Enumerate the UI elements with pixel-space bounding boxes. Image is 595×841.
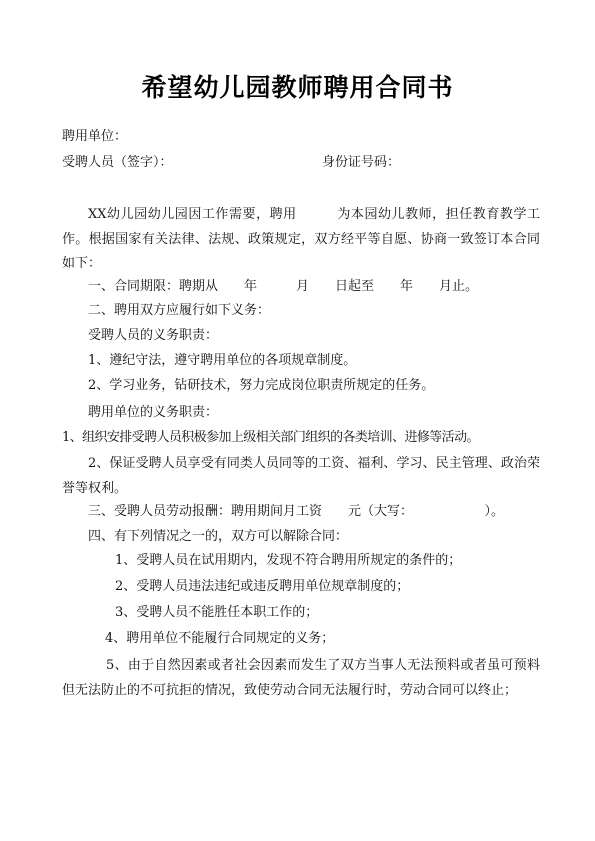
termination-item-1: 1、受聘人员在试用期内，发现不符合聘用所规定的条件的；	[115, 553, 462, 568]
id-number-label: 身份证号码：	[322, 155, 401, 170]
clause-term: 一、合同期限：聘期从 年 月 日起至 年 月止。	[88, 279, 479, 294]
intro-paragraph: XX幼儿园幼儿园因工作需要，聘用 为本园幼儿教师，担任教育教学工作。根据国家有关法律、法规、政策规定，双方经平等自愿、协商一致签订本合同如下：	[62, 207, 540, 271]
clause-remuneration: 三、受聘人员劳动报酬：聘用期间月工资 元（大写： ）。	[88, 504, 505, 519]
termination-item-3: 3、受聘人员不能胜任本职工作的；	[115, 605, 319, 620]
employer-duties-heading: 聘用单位的义务职责：	[88, 405, 219, 420]
employee-signature-label: 受聘人员（签字）：	[62, 155, 173, 170]
employer-duty-1: 1、组织安排受聘人员积极参加上级相关部门组织的各类培训、进修等活动。	[62, 430, 479, 445]
clause-termination: 四、有下列情况之一的，双方可以解除合同：	[88, 529, 349, 544]
termination-item-5: 5、由于自然因素或者社会因素而发生了双方当事人无法预料或者虽可预料但无法防止的不可抗拒的情况，致使劳动合同无法履行时，劳动合同可以终止；	[62, 658, 540, 698]
termination-item-2: 2、受聘人员违法违纪或违反聘用单位规章制度的；	[115, 579, 410, 594]
employer-duty-2: 2、保证受聘人员享受有同类人员同等的工资、福利、学习、民主管理、政治荣誉等权利。	[62, 456, 540, 496]
termination-item-4: 4、聘用单位不能履行合同规定的义务；	[105, 631, 335, 646]
employee-duty-1: 1、遵纪守法，遵守聘用单位的各项规章制度。	[88, 353, 357, 368]
employee-duties-heading: 受聘人员的义务职责：	[88, 328, 219, 343]
employee-duty-2: 2、学习业务，钻研技术，努力完成岗位职责所规定的任务。	[88, 378, 435, 393]
document-title: 希望幼儿园教师聘用合同书	[141, 73, 454, 102]
clause-obligations: 二、聘用双方应履行如下义务：	[88, 303, 271, 318]
employer-label: 聘用单位：	[62, 129, 128, 144]
